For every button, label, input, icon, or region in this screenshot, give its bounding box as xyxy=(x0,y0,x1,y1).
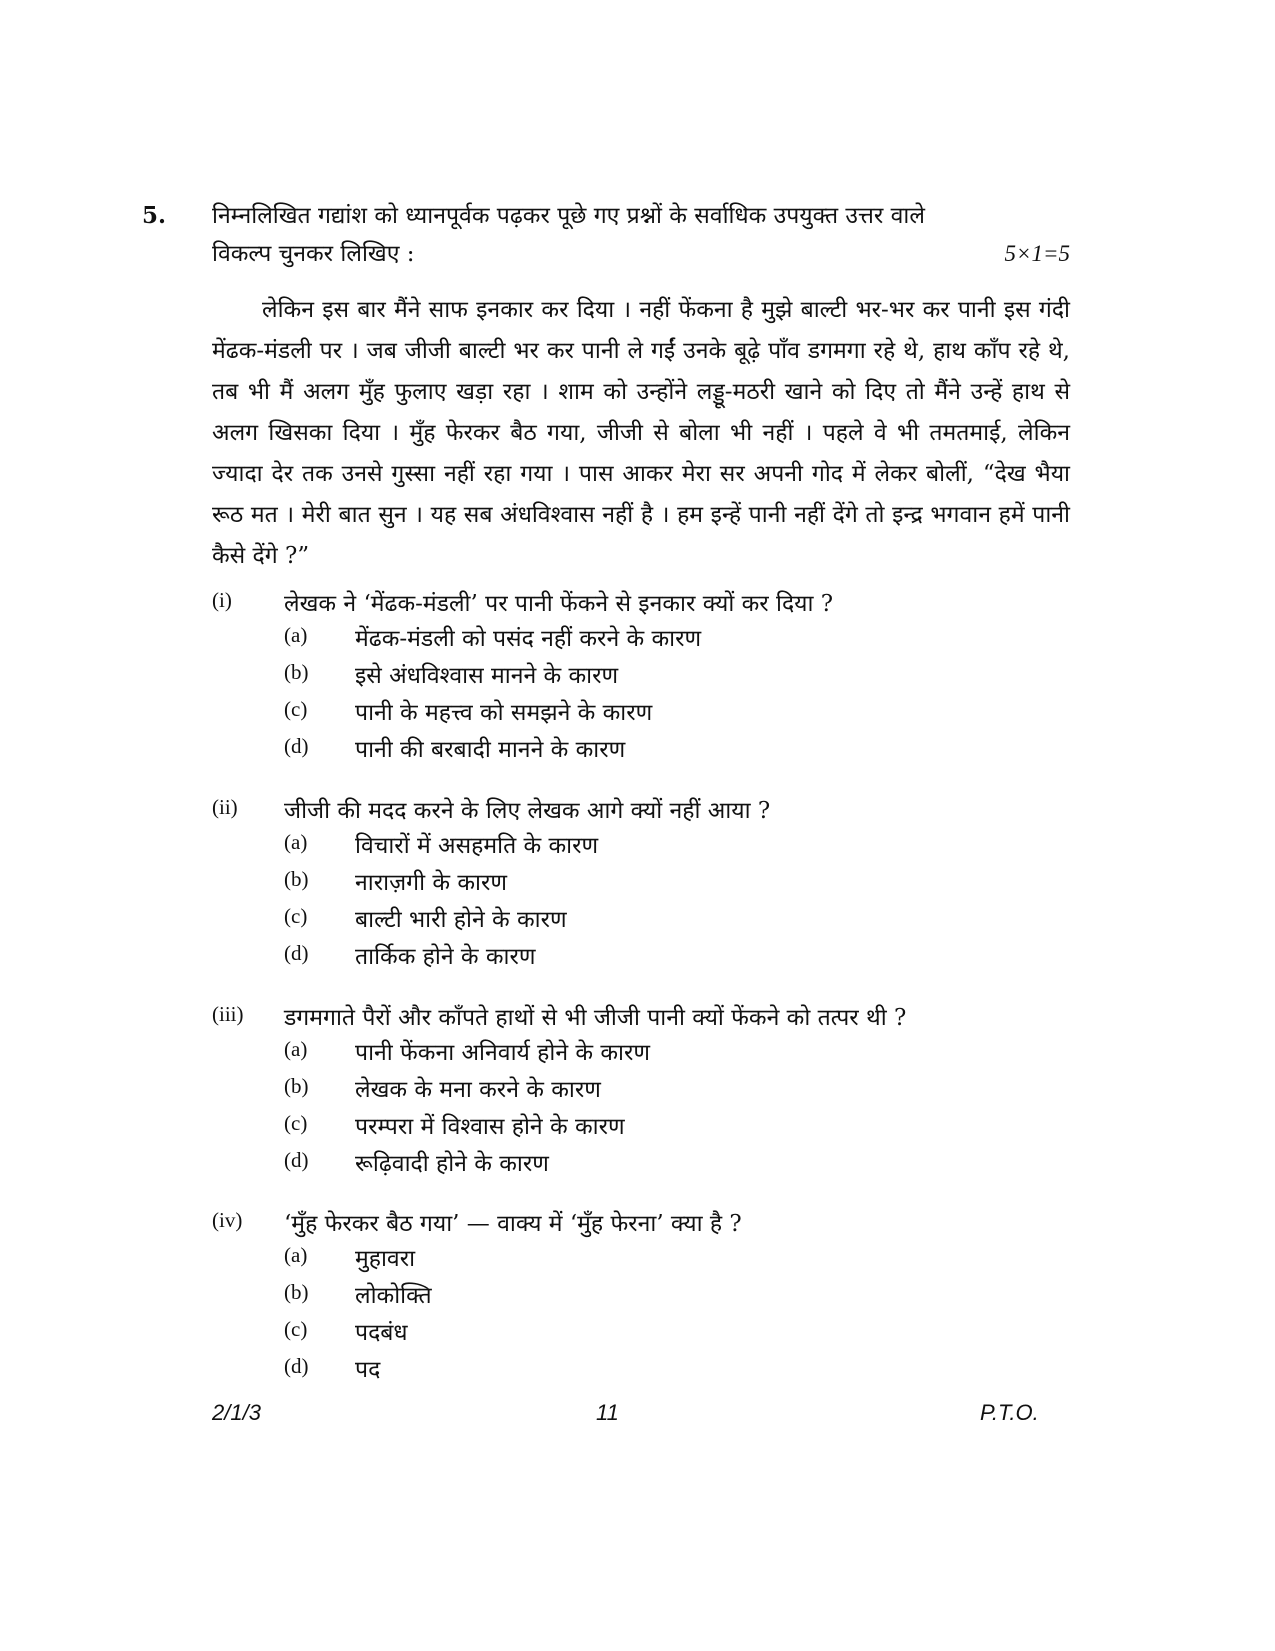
option-text: रूढ़िवादी होने के कारण xyxy=(355,1151,549,1177)
option-c xyxy=(284,1109,984,1147)
question-text: लेखक ने ‘मेंढक-मंडली’ पर पानी फेंकने से इनकार क्यों कर दिया ? xyxy=(284,591,834,617)
page-number: 11 xyxy=(596,1400,619,1425)
option-label: (d) xyxy=(284,1354,309,1378)
option-a xyxy=(284,828,984,866)
option-text: विचारों में असहमति के कारण xyxy=(355,833,599,859)
question-label: (iii) xyxy=(212,1002,244,1026)
option-d xyxy=(284,1352,984,1390)
option-d xyxy=(284,939,984,977)
option-text: लोकोक्ति xyxy=(355,1283,432,1309)
option-text: इसे अंधविश्वास मानने के कारण xyxy=(355,663,619,689)
instruction-line-1: निम्नलिखित गद्यांश को ध्यानपूर्वक पढ़कर पूछे गए प्रश्नों के सर्वाधिक उपयुक्त उत्तर वाले xyxy=(212,203,925,229)
option-text: बाल्टी भारी होने के कारण xyxy=(355,907,567,933)
option-label: (d) xyxy=(284,941,309,965)
option-a xyxy=(284,1241,984,1279)
question-text: डगमगाते पैरों और काँपते हाथों से भी जीजी पानी क्यों फेंकने को तत्पर थी ? xyxy=(284,1005,907,1031)
option-label: (d) xyxy=(284,734,309,758)
option-label: (b) xyxy=(284,660,309,684)
question-number: 5. xyxy=(142,202,167,229)
option-b xyxy=(284,865,984,903)
option-label: (a) xyxy=(284,1037,308,1061)
instruction-line-2-row xyxy=(212,235,1070,273)
option-label: (c) xyxy=(284,1111,308,1135)
option-text: पानी के महत्त्व को समझने के कारण xyxy=(355,700,653,726)
paper-code: 2/1/3 xyxy=(212,1400,261,1425)
option-label: (a) xyxy=(284,623,308,647)
option-text: पानी फेंकना अनिवार्य होने के कारण xyxy=(355,1040,651,1066)
option-label: (b) xyxy=(284,1280,309,1304)
question-text: ‘मुँह फेरकर बैठ गया’ — वाक्य में ‘मुँह फेरना’ क्या है ? xyxy=(284,1211,742,1237)
option-b xyxy=(284,658,984,696)
question-label: (i) xyxy=(212,588,232,612)
option-b xyxy=(284,1072,984,1110)
marks: 5×1=5 xyxy=(1004,241,1070,266)
question-text: जीजी की मदद करने के लिए लेखक आगे क्यों नहीं आया ? xyxy=(284,798,771,824)
option-c xyxy=(284,695,984,733)
option-text: पानी की बरबादी मानने के कारण xyxy=(355,737,626,763)
question-label: (iv) xyxy=(212,1208,243,1232)
option-label: (b) xyxy=(284,1074,309,1098)
instruction xyxy=(212,197,1070,273)
option-text: पदबंध xyxy=(355,1320,408,1346)
question-label: (ii) xyxy=(212,795,238,819)
option-a xyxy=(284,1035,984,1073)
pto-label: P.T.O. xyxy=(980,1400,1039,1425)
option-label: (c) xyxy=(284,697,308,721)
option-text: तार्किक होने के कारण xyxy=(355,944,536,970)
option-d xyxy=(284,1146,984,1184)
option-label: (c) xyxy=(284,1317,308,1341)
option-label: (a) xyxy=(284,1243,308,1267)
option-b xyxy=(284,1278,984,1316)
option-label: (a) xyxy=(284,830,308,854)
instruction-line-2: विकल्प चुनकर लिखिए : xyxy=(212,241,415,267)
option-text: मेंढक-मंडली को पसंद नहीं करने के कारण xyxy=(355,626,702,652)
option-label: (c) xyxy=(284,904,308,928)
option-d xyxy=(284,732,984,770)
option-text: पद xyxy=(355,1357,381,1383)
option-text: लेखक के मना करने के कारण xyxy=(355,1077,601,1103)
option-text: मुहावरा xyxy=(355,1246,416,1272)
option-text: परम्परा में विश्वास होने के कारण xyxy=(355,1114,625,1140)
option-label: (b) xyxy=(284,867,309,891)
option-c xyxy=(284,1315,984,1353)
option-text: नाराज़गी के कारण xyxy=(355,870,508,896)
option-c xyxy=(284,902,984,940)
passage: लेकिन इस बार मैंने साफ इनकार कर दिया । नहीं फेंकना है मुझे बाल्टी भर-भर कर पानी इस गंदी मेंढक-मंडली पर । जब जीजी बाल्टी भर कर पानी ले गईं उनके बूढ़े पाँव डगमगा रहे थे, हाथ काँप रहे थे, तब भी मैं अलग मुँह फुलाए खड़ा रहा । शाम को उन्होंने लड्डू-मठरी खाने को दिए तो मैंने उन्हें हाथ से अलग खिसका दिया । मुँह फेरकर बैठ गया, जीजी से बोला भी नहीं । पहले वे भी तमतमाई, लेकिन ज्यादा देर तक उनसे गुस्सा नहीं रहा गया । पास आकर मेरा सर अपनी गोद में लेकर बोलीं, “देख भैया रूठ मत । मेरी बात सुन । यह सब अंधविश्वास नहीं है । हम इन्हें पानी नहीं देंगे तो इन्द्र भगवान हमें पानी कैसे देंगे ?” xyxy=(212,297,1070,569)
option-a xyxy=(284,621,984,659)
option-label: (d) xyxy=(284,1148,309,1172)
